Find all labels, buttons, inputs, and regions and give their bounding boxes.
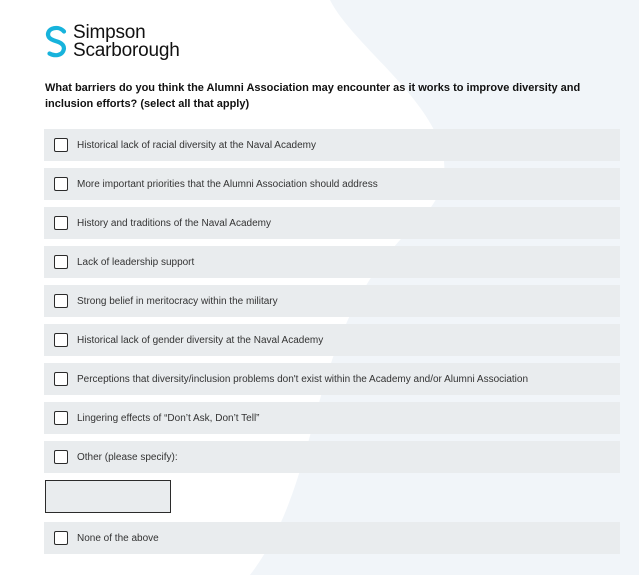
checkbox[interactable] (54, 531, 68, 545)
brand-line-2: Scarborough (73, 40, 180, 61)
brand-s-icon (43, 25, 69, 59)
option-other[interactable] (44, 441, 620, 473)
option-history-traditions[interactable] (44, 207, 620, 239)
checkbox[interactable] (54, 450, 68, 464)
question-text: What barriers do you think the Alumni Association may encounter as it works to improve diversity and inclusion efforts? (select all that apply) (45, 82, 581, 110)
option-perceptions[interactable] (44, 363, 620, 395)
checkbox[interactable] (54, 411, 68, 425)
option-label: Historical lack of gender diversity at the Naval Academy (77, 334, 324, 346)
checkbox[interactable] (54, 294, 68, 308)
option-label: History and traditions of the Naval Academy (77, 217, 271, 229)
brand-line-1: Simpson (73, 22, 146, 43)
option-dont-ask-dont-tell[interactable] (44, 402, 620, 434)
option-racial-diversity[interactable] (44, 129, 620, 161)
checkbox[interactable] (54, 333, 68, 347)
checkbox[interactable] (54, 216, 68, 230)
option-label: Lingering effects of “Don’t Ask, Don’t Tell” (77, 412, 260, 424)
option-leadership-support[interactable] (44, 246, 620, 278)
other-specify-input[interactable] (45, 480, 171, 513)
option-label: Strong belief in meritocracy within the military (77, 295, 278, 307)
checkbox[interactable] (54, 372, 68, 386)
checkbox[interactable] (54, 177, 68, 191)
option-label: None of the above (77, 532, 159, 544)
brand-logo (43, 24, 180, 60)
brand-name (73, 24, 180, 60)
option-label: Perceptions that diversity/inclusion problems don't exist within the Academy and/or Alumni Association (77, 373, 529, 385)
option-label: Lack of leadership support (77, 256, 195, 268)
option-label: Historical lack of racial diversity at the Naval Academy (77, 139, 316, 151)
option-meritocracy[interactable] (44, 285, 620, 317)
option-none[interactable] (44, 522, 620, 554)
checkbox[interactable] (54, 138, 68, 152)
options-list (44, 129, 620, 561)
option-label: More important priorities that the Alumni Association should address (77, 178, 378, 190)
option-other-priorities[interactable] (44, 168, 620, 200)
checkbox[interactable] (54, 255, 68, 269)
option-label: Other (please specify): (77, 451, 178, 463)
option-gender-diversity[interactable] (44, 324, 620, 356)
